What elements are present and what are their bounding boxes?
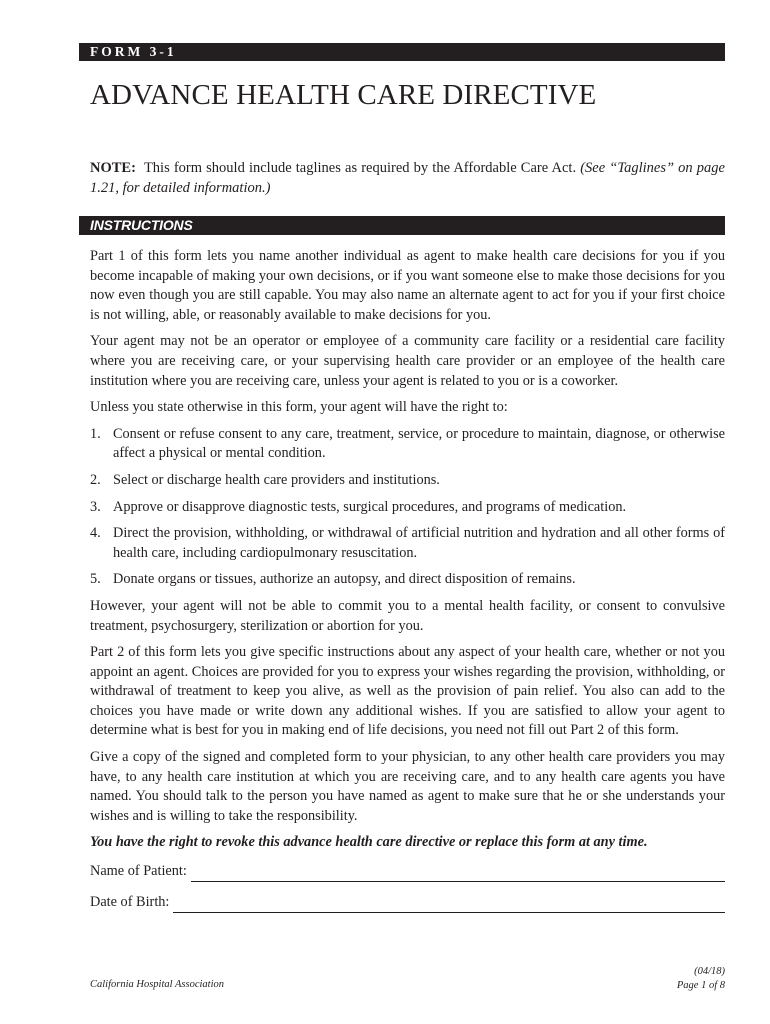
note-label: NOTE: [90, 160, 136, 176]
page-number: Page 1 of 8 [676, 980, 725, 991]
paragraph-agent-rights-intro: Unless you state otherwise in this form, your agent will have the right to: [90, 399, 508, 416]
list-item-number: 2. [90, 471, 101, 488]
list-item [90, 425, 725, 464]
agent-rights-list [90, 425, 725, 590]
list-item [90, 471, 725, 491]
instructions-header-bar [79, 216, 725, 235]
date-of-birth-input[interactable] [173, 897, 725, 913]
list-item [90, 498, 725, 518]
paragraph-agent-restrictions: Your agent may not be an operator or employee of a community care facility or a residential care facility where you are receiving care, or your supervising health care provider or an employee of the health care institution where you are receiving care, unless your agent is related to you or is a coworker. [90, 333, 725, 389]
note-text: This form should include taglines as required by the Affordable Care Act. [143, 160, 577, 176]
list-item-number: 3. [90, 498, 101, 515]
list-item-number: 4. [90, 525, 101, 542]
list-item-number: 5. [90, 571, 101, 588]
list-item [90, 570, 725, 590]
note-reference: (See “Taglines” on page 1.21, for detailed information.) [90, 160, 725, 196]
form-number: FORM 3-1 [90, 44, 177, 59]
list-item-text: Approve or disapprove diagnostic tests, surgical procedures, and programs of medication. [113, 498, 627, 515]
paragraph-agent-limits: However, your agent will not be able to commit you to a mental health facility, or consent to convulsive treatment, psychosurgery, sterilization or abortion for you. [90, 597, 725, 634]
list-item-text: Consent or refuse consent to any care, treatment, service, or procedure to maintain, diagnose, or otherwise affect a physical or mental condition. [113, 425, 725, 462]
revoke-statement: You have the right to revoke this advance health care directive or replace this form at any time. [90, 834, 648, 851]
document-page [79, 0, 725, 1024]
patient-name-field [90, 860, 725, 882]
footer-page-info [677, 965, 725, 993]
note-paragraph [90, 158, 725, 198]
patient-name-label: Name of Patient: [90, 863, 187, 880]
date-of-birth-field [90, 891, 725, 913]
patient-name-input[interactable] [191, 866, 725, 882]
revision-date: (04/18) [694, 966, 725, 977]
footer-publisher: California Hospital Association [90, 979, 224, 990]
form-number-bar [79, 43, 725, 61]
list-item [90, 524, 725, 563]
list-item-text: Select or discharge health care providers and institutions. [113, 471, 440, 488]
list-item-number: 1. [90, 425, 101, 442]
list-item-text: Direct the provision, withholding, or withdrawal of artificial nutrition and hydration and all other forms of health care, including cardiopulmonary resuscitation. [113, 525, 725, 561]
section-title: INSTRUCTIONS [90, 217, 193, 233]
date-of-birth-label: Date of Birth: [90, 894, 170, 911]
paragraph-copies: Give a copy of the signed and completed form to your physician, to any other health care providers you may have, to any health care institution at which you are receiving care, and to any health care agents you have named. You should talk to the person you have named as agent to make sure that he or she understands your wishes and is willing to take the responsibility. [90, 749, 725, 824]
list-item-text: Donate organs or tissues, authorize an autopsy, and direct disposition of remains. [113, 571, 576, 588]
paragraph-part2: Part 2 of this form lets you give specific instructions about any aspect of your health care, whether or not you appoint an agent. Choices are provided for you to express your wishes regarding the provision, withholding, or withdrawal of treatment to keep you alive, as well as the provision of pain relief. You also can add to the choices you have made or write down any additional wishes. If you are satisfied to allow your agent to determine what is best for you in making end of life decisions, you need not fill out Part 2 of this form. [90, 644, 725, 739]
instructions-body [90, 247, 725, 922]
document-title: ADVANCE HEALTH CARE DIRECTIVE [90, 79, 597, 111]
paragraph-part1: Part 1 of this form lets you name another individual as agent to make health care decisions for you if you become incapable of making your own decisions, or if you want someone else to make those decisions for you now even though you are still capable. You may also name an alternate agent to act for you if your first choice is not willing, able, or reasonably available to make decisions for you. [90, 248, 725, 323]
